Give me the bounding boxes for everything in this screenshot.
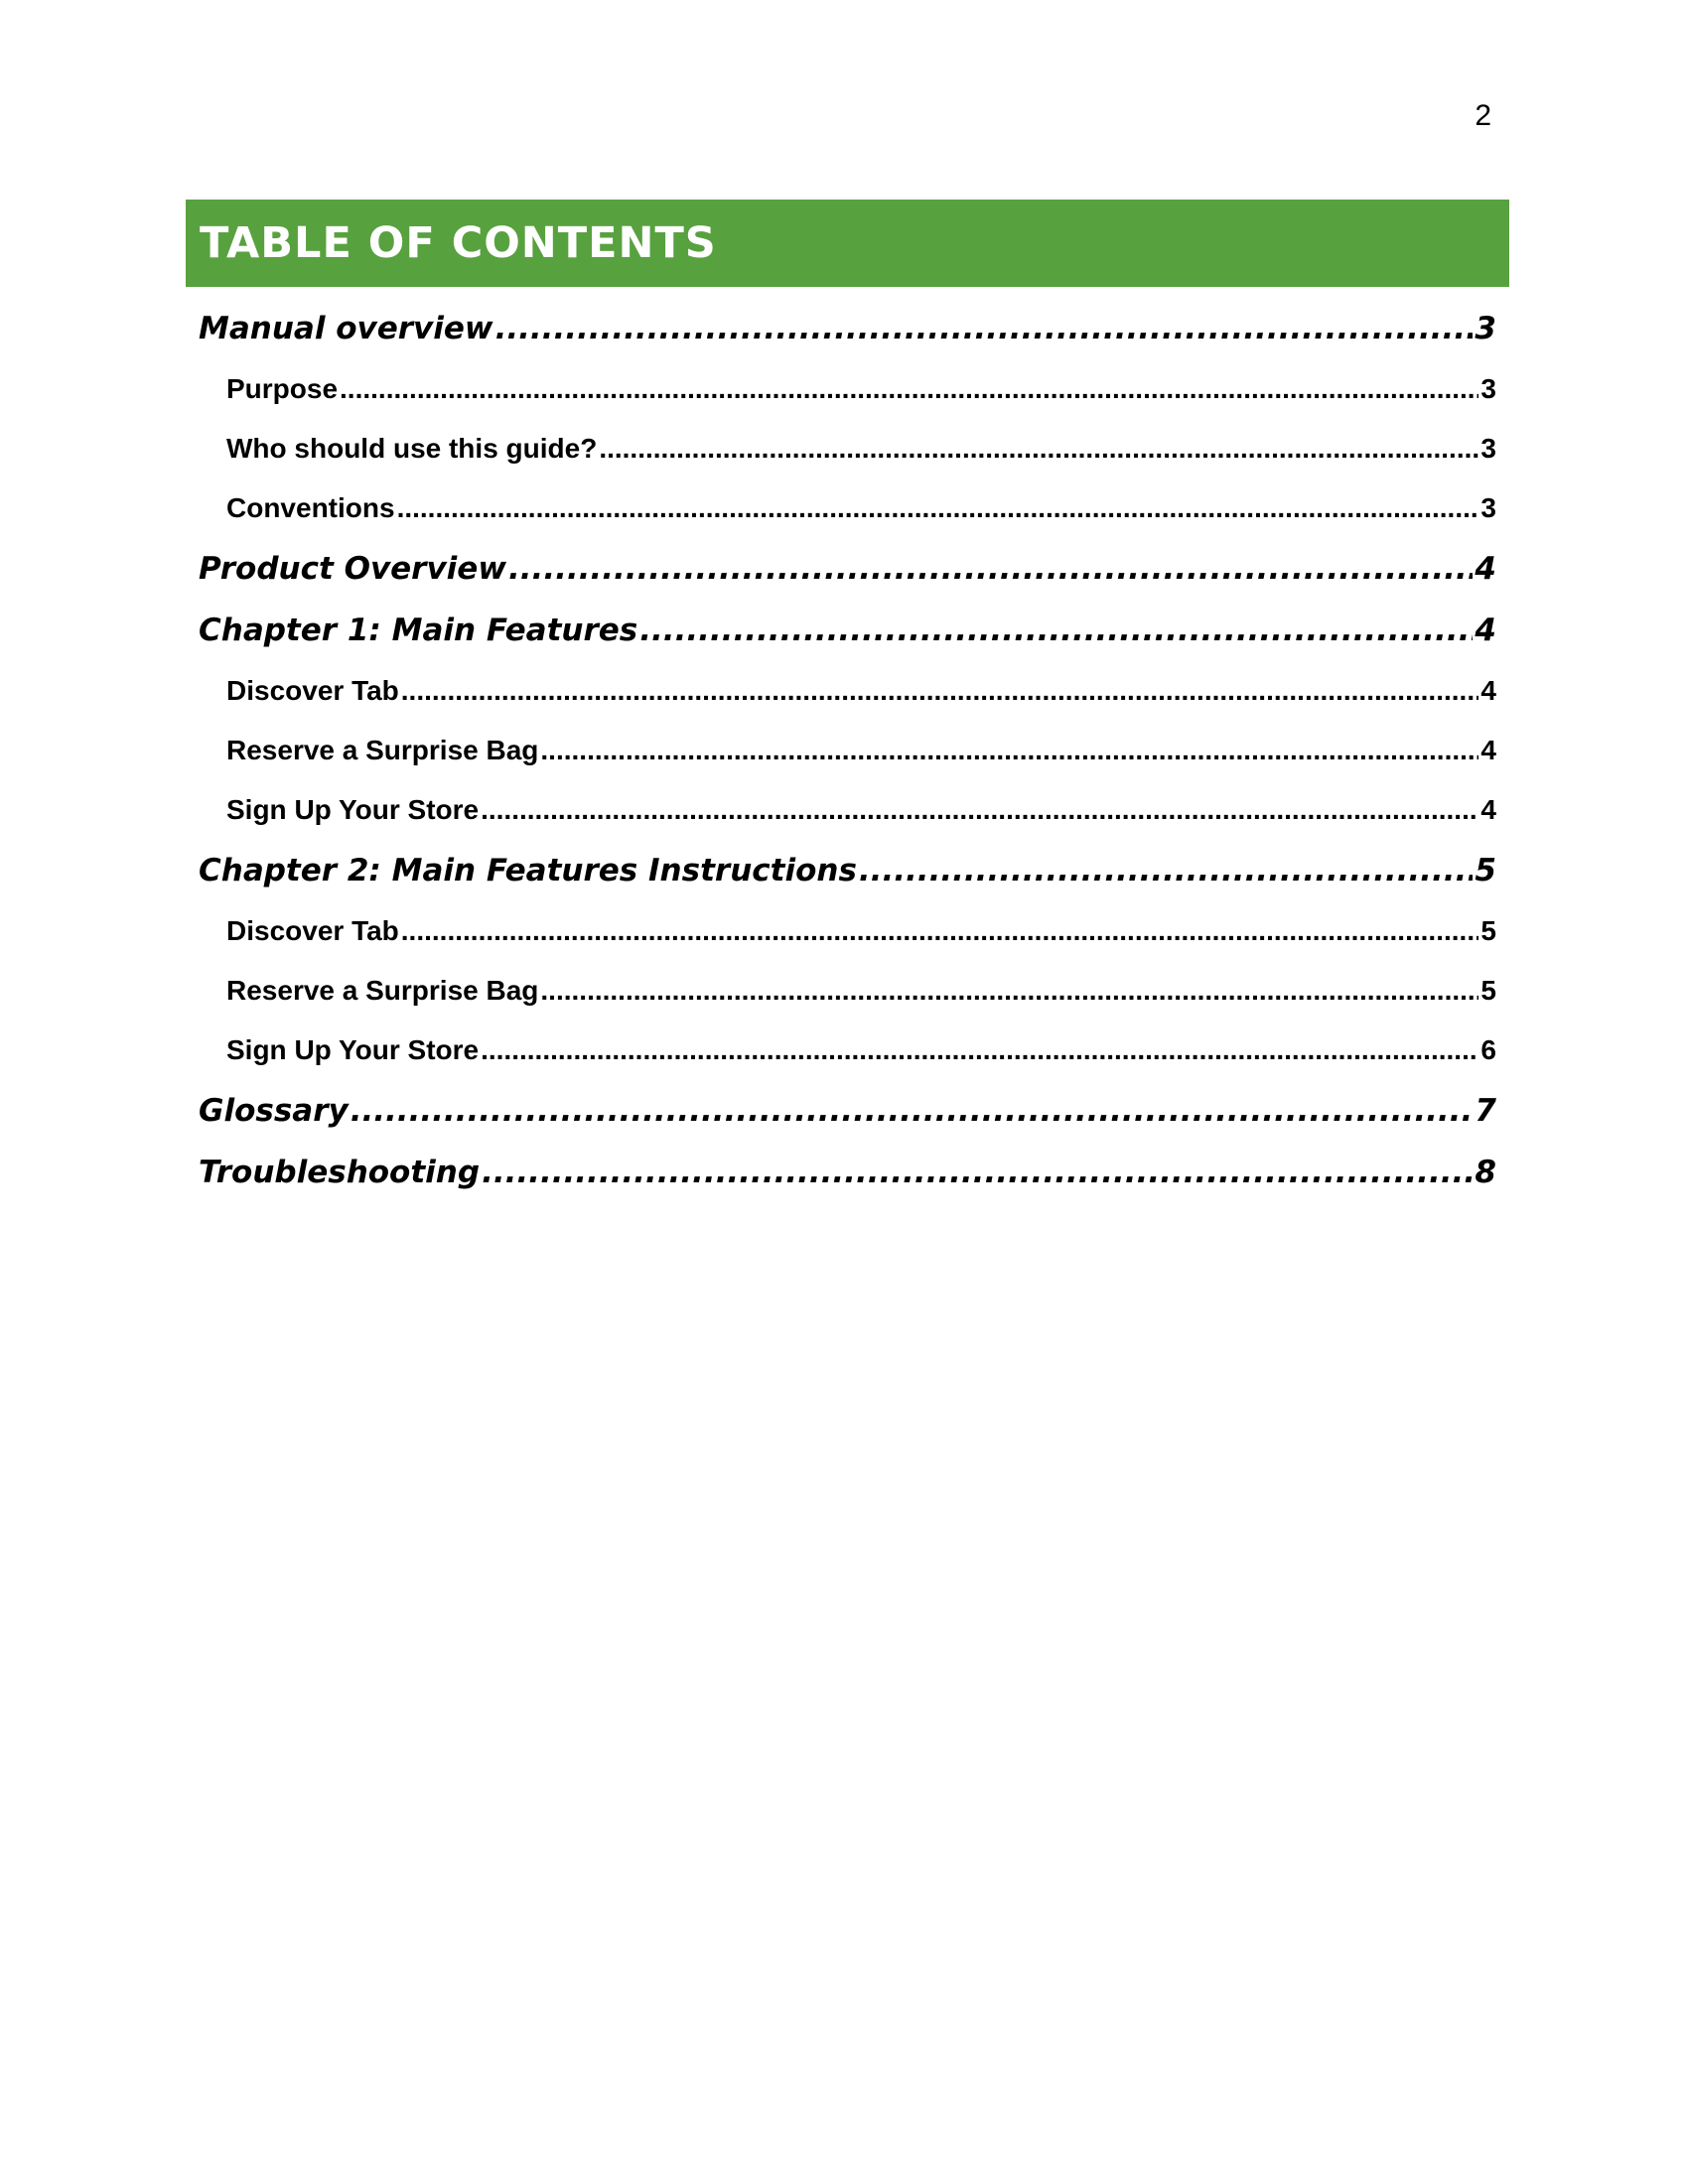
toc-entry-page: 5 [1480,915,1496,946]
toc-entry-label: Product Overview [199,551,506,587]
toc-entry-label: Sign Up Your Store [226,794,480,825]
toc-entry-page: 4 [1475,613,1496,648]
toc-header-banner [186,200,1509,287]
toc-list [199,298,1496,1203]
toc-entry-label: Discover Tab [226,915,399,946]
toc-dot-leader [540,721,1478,780]
toc-entry-page: 3 [1475,311,1496,346]
toc-entry-label: Reserve a Surprise Bag [226,975,539,1006]
toc-dot-leader [397,478,1479,538]
toc-entry-page: 3 [1480,373,1496,404]
toc-entry-chapter-2[interactable] [199,840,1496,901]
toc-dot-leader [508,538,1473,600]
toc-entry-label: Conventions [226,492,395,523]
toc-entry-reserve-surprise-bag[interactable] [226,721,1496,780]
toc-entry-label: Discover Tab [226,675,399,706]
toc-entry-page: 4 [1480,735,1496,765]
toc-entry-page: 3 [1480,492,1496,523]
toc-entry-label: Chapter 2: Main Features Instructions [199,853,857,888]
toc-entry-discover-tab-instructions[interactable] [226,901,1496,961]
toc-entry-label: Sign Up Your Store [226,1034,480,1065]
toc-entry-label: Manual overview [199,311,493,346]
toc-dot-leader [599,419,1478,478]
toc-dot-leader [639,600,1473,661]
toc-entry-page: 4 [1475,551,1496,587]
toc-entry-purpose[interactable] [226,359,1496,419]
toc-entry-who-should-use[interactable] [226,419,1496,478]
toc-entry-troubleshooting[interactable] [199,1142,1496,1203]
toc-entry-sign-up-store-instructions[interactable] [226,1021,1496,1080]
toc-entry-reserve-surprise-bag-instructions[interactable] [226,961,1496,1021]
toc-dot-leader [495,298,1474,359]
toc-entry-page: 4 [1480,794,1496,825]
toc-entry-glossary[interactable] [199,1080,1496,1142]
toc-dot-leader [481,780,1478,840]
toc-entry-product-overview[interactable] [199,538,1496,600]
toc-entry-label: Who should use this guide? [226,433,598,464]
toc-entry-conventions[interactable] [226,478,1496,538]
toc-entry-sign-up-store[interactable] [226,780,1496,840]
toc-dot-leader [859,840,1474,901]
toc-entry-label: Troubleshooting [199,1155,481,1190]
toc-entry-page: 5 [1480,975,1496,1006]
toc-dot-leader [540,961,1478,1021]
toc-entry-page: 7 [1475,1093,1496,1129]
toc-entry-manual-overview[interactable] [199,298,1496,359]
toc-dot-leader [340,359,1478,419]
toc-entry-discover-tab[interactable] [226,661,1496,721]
toc-dot-leader [351,1080,1474,1142]
toc-dot-leader [401,661,1479,721]
page-number: 2 [1475,99,1491,132]
toc-dot-leader [401,901,1479,961]
toc-entry-page: 4 [1480,675,1496,706]
toc-entry-page: 6 [1480,1034,1496,1065]
toc-title: TABLE OF CONTENTS [200,218,717,268]
toc-entry-page: 8 [1475,1155,1496,1190]
toc-entry-label: Chapter 1: Main Features [199,613,638,648]
toc-entry-page: 3 [1480,433,1496,464]
toc-entry-chapter-1[interactable] [199,600,1496,661]
toc-entry-label: Reserve a Surprise Bag [226,735,539,765]
toc-dot-leader [481,1021,1478,1080]
toc-entry-page: 5 [1475,853,1496,888]
toc-dot-leader [482,1142,1473,1203]
toc-entry-label: Purpose [226,373,339,404]
toc-entry-label: Glossary [199,1093,349,1129]
